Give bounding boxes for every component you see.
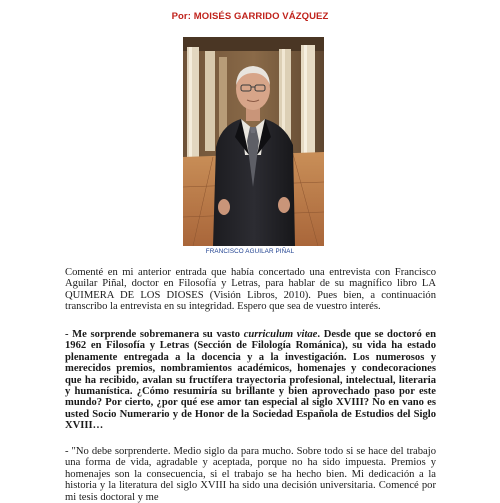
- question-text-end: . Desde que se doctoró en 1962 en Filosofía y Letras (Sección de Filología Románica), su vida ha estado plenamente entregada a la docencia y a la investigación. Los numerosos y merecidos premios, nombramientos académicos, homenajes y condecoraciones que ha recibido, avalan su fructífera trayectoria profesional, intelectual, literaria y humanística. ¿Cómo resumiría su brillante y bien aprovechado paso por este mundo? Por cierto, ¿por qué ese amor tan especial al siglo XVIII? No en vano es usted Socio Numerario y de Honor de la Sociedad Española de Estudios del Siglo XVIII…: [65, 329, 437, 432]
- question-text-start: - Me sorprende sobremanera su vasto: [65, 329, 244, 340]
- interview-answer: - "No debe sorprenderte. Medio siglo da para mucho. Sobre todo si se hace del trabajo una forma de vida, agradable y aceptada, porque no ha sido impuesta. Premios y homenajes son la consecuencia, si el trabajo se ha hecho bien. Mi dedicación a la historia y la literatura del siglo XVIII ha sido una decisión universitaria. Comencé por mi tesis doctoral y me: [65, 446, 436, 503]
- photo-caption: FRANCISCO AGUILAR PIÑAL: [205, 248, 295, 255]
- intro-paragraph: Comenté en mi anterior entrada que había concertado una entrevista con Francisco Aguilar Piñal, doctor en Filosofía y Letras, para hablar de su magnífico libro LA QUIMERA DE LOS DIOSES (Visión Libros, 2010). Pues bien, a continuación transcribo la entrevista en su integridad. Espero que sea de vuestro interés.: [65, 267, 436, 313]
- author-byline: Por: MOISÉS GARRIDO VÁZQUEZ: [171, 11, 329, 22]
- portrait-image: [183, 37, 324, 246]
- interview-question: [65, 329, 436, 432]
- question-emphasis: curriculum vitae: [243, 329, 318, 340]
- interviewee-photo: [183, 37, 324, 246]
